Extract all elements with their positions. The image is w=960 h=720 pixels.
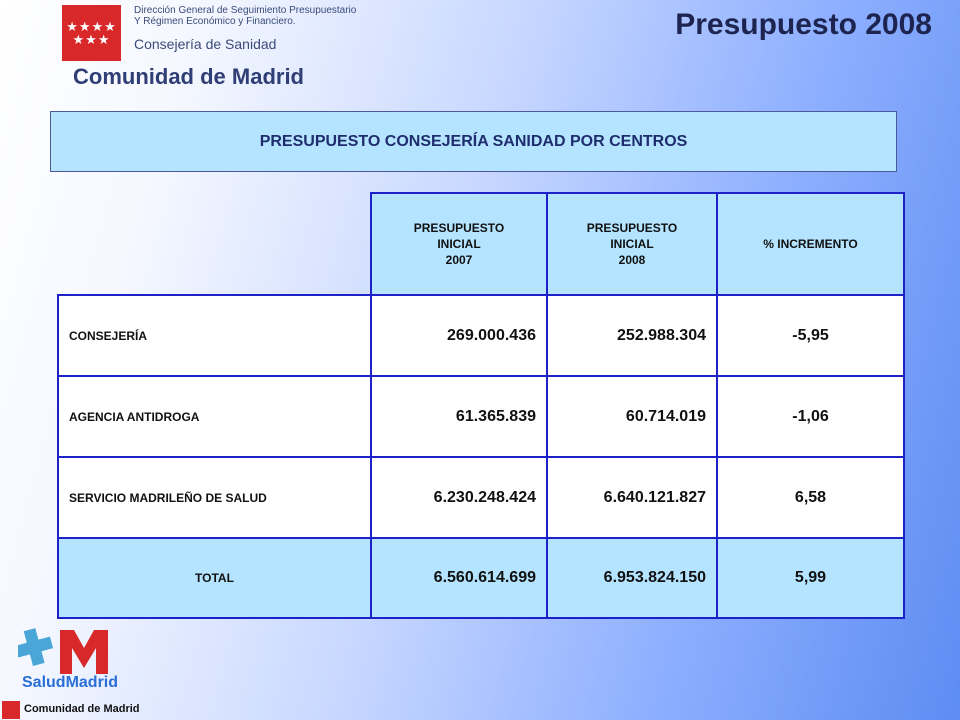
value-increment: -1,06 [717,376,904,457]
header-increment-label: % INCREMENTO [763,237,858,251]
page-title: Presupuesto 2008 [675,8,932,41]
header-2007 [371,193,547,295]
section-banner [50,111,897,172]
value-increment: 6,58 [717,457,904,538]
footer-flag-icon [2,701,20,719]
value-2007: 269.000.436 [371,295,547,376]
footer-comunidad-label: Comunidad de Madrid [24,703,140,715]
value-increment: -5,95 [717,295,904,376]
header-2007-line-3: 2007 [445,253,473,267]
dg-line-2: Y Régimen Económico y Financiero. [134,16,296,27]
total-label: TOTAL [58,538,371,618]
value-2007: 6.230.248.424 [371,457,547,538]
direccion-general-text [134,5,356,27]
table-total-row [58,538,904,618]
logo-stars-bottom: ★★★ [72,32,111,47]
value-2007: 61.365.839 [371,376,547,457]
consejeria-label: Consejería de Sanidad [134,36,277,52]
value-2008: 60.714.019 [547,376,717,457]
salud-madrid-wordmark: SaludMadrid [22,674,119,691]
header-2008 [547,193,717,295]
header-2008-line-3: 2008 [618,253,646,267]
banner-title: PRESUPUESTO CONSEJERÍA SANIDAD POR CENTROS [259,132,688,150]
header-increment [717,193,904,295]
row-label: CONSEJERÍA [58,295,371,376]
comunidad-madrid-flag-logo [62,5,121,61]
table-header-row [58,193,904,295]
header-2008-line-1: PRESUPUESTO [586,221,678,235]
total-increment: 5,99 [717,538,904,618]
header-blank-cell [58,193,371,295]
health-cross-icon [18,625,56,669]
row-label: AGENCIA ANTIDROGA [58,376,371,457]
total-2007: 6.560.614.699 [371,538,547,618]
value-2008: 6.640.121.827 [547,457,717,538]
header-2007-line-2: INICIAL [437,237,481,251]
logo-stars-top: ★★★★ [66,19,117,34]
total-2008: 6.953.824.150 [547,538,717,618]
m-letter-icon [60,630,108,674]
table-row [58,295,904,376]
header-2007-line-1: PRESUPUESTO [413,221,505,235]
comunidad-madrid-label: Comunidad de Madrid [73,64,304,89]
table-row [58,376,904,457]
dg-line-1: Dirección General de Seguimiento Presupuestario [134,5,357,16]
budget-table [57,192,905,619]
row-label: SERVICIO MADRILEÑO DE SALUD [58,457,371,538]
table-row [58,457,904,538]
value-2008: 252.988.304 [547,295,717,376]
header-2008-line-2: INICIAL [610,237,654,251]
